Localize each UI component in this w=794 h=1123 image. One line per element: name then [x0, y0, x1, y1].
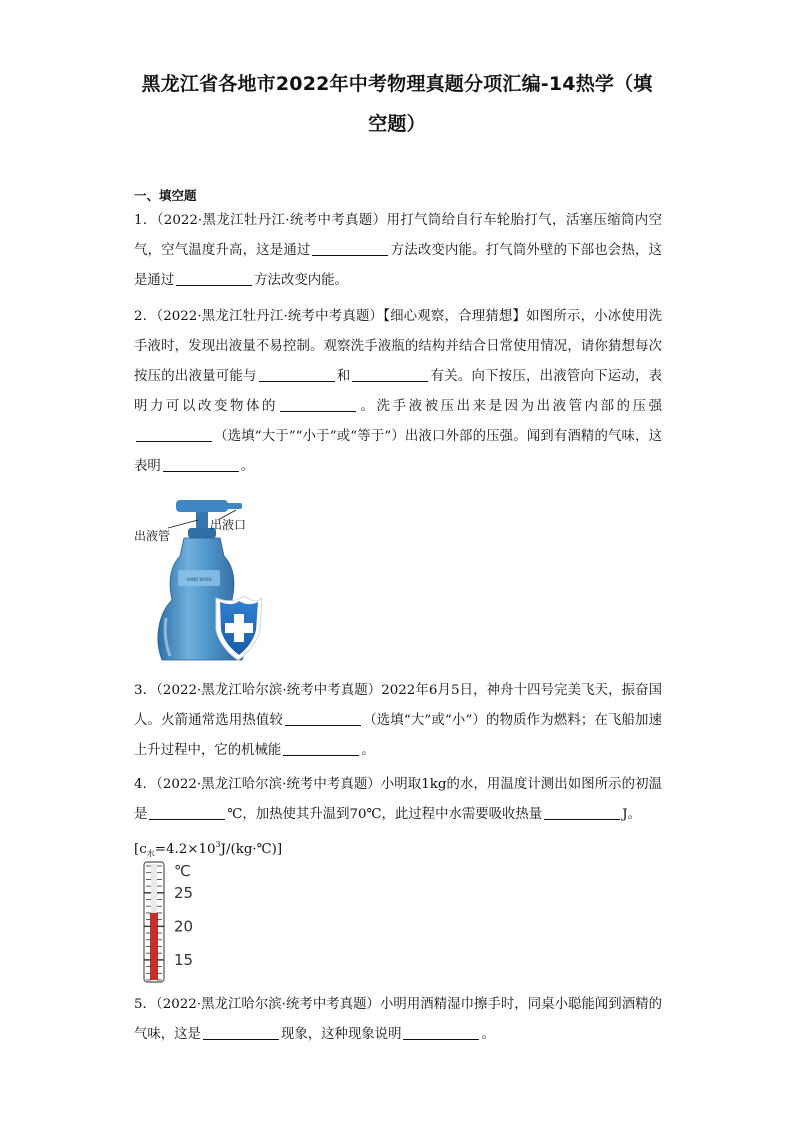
answer-blank[interactable] [283, 741, 359, 756]
question-3 [134, 676, 662, 766]
q2-text-5: （选填“大于”“小于”或“等于”）出液口外部的压强。闻到有酒精的气味，这表明 [134, 429, 662, 474]
title-line-2: 空题） [368, 113, 426, 135]
answer-blank[interactable] [136, 427, 212, 442]
question-5 [134, 990, 662, 1050]
bottle-label-text: HAND WASH [186, 577, 212, 582]
q1-text-2: 方法改变内能。打气筒外壁的下部也会热，这是通过 [134, 243, 662, 288]
q5-text-3: 。 [481, 1027, 495, 1042]
q5-text-2: 现象，这种现象说明 [280, 1027, 402, 1042]
label-tube: 出液管 [134, 529, 171, 543]
q3-text-2: （选填“大”或“小”）的物质作为燃料；在飞船加速上升过程中，它的机械能 [134, 713, 662, 758]
answer-blank[interactable] [259, 367, 335, 382]
section-heading: 一、填空题 [134, 188, 197, 203]
answer-blank[interactable] [280, 397, 356, 412]
tick-label-20: 20 [174, 917, 194, 936]
q2-text-2: 和 [336, 369, 351, 384]
q2-text-6: 。 [240, 459, 255, 474]
hand-wash-bottle-figure [132, 490, 262, 666]
thermometer-liquid [150, 913, 158, 980]
q2-text-1: 2．（2022·黑龙江牡丹江·统考中考真题）【细心观察，合理猜想】如图所示，小冰使用洗手液时，发现出液量不易控制。观察洗手液瓶的结构并结合日常使用情况，请你猜想每次按压的出液量可能与 [134, 309, 662, 384]
q4-text-3: J。 [622, 807, 641, 822]
specific-heat-formula: $[c_水=4.2\times 10^3J/(kg\cdot℃)]$ [134, 840, 283, 858]
unit-label: ℃ [174, 862, 191, 880]
q3-text-1: 3．（2022·黑龙江哈尔滨·统考中考真题）2022年6月5日，神舟十四号完美飞天，振奋国人。火箭通常选用热值较 [134, 683, 662, 728]
question-1 [134, 206, 662, 296]
question-4 [134, 770, 662, 869]
answer-blank[interactable] [285, 711, 361, 726]
thermometer-figure [134, 860, 224, 984]
tick-label-15: 15 [174, 950, 194, 969]
answer-blank[interactable] [176, 271, 252, 286]
q1-text-1: 1．（2022·黑龙江牡丹江·统考中考真题）用打气筒给自行车轮胎打气，活塞压缩筒内空气，空气温度升高，这是通过 [134, 213, 662, 258]
q4-text-2: ℃，加热使其升温到70℃，此过程中水需要吸收热量 [227, 807, 543, 822]
answer-blank[interactable] [352, 367, 428, 382]
q2-text-4: 。洗手液被压出来是因为出液管内部的压强 [358, 399, 662, 414]
document-title [120, 64, 674, 144]
question-2 [134, 302, 662, 482]
answer-blank[interactable] [403, 1025, 479, 1040]
answer-blank[interactable] [203, 1025, 279, 1040]
q3-text-3: 。 [361, 743, 375, 758]
answer-blank[interactable] [149, 805, 225, 820]
answer-blank[interactable] [544, 805, 620, 820]
tick-label-25: 25 [174, 883, 194, 902]
label-outlet: 出液口 [210, 518, 247, 532]
answer-blank[interactable] [163, 457, 239, 472]
q2-text-3: 有关。向下按压，出液管向下运动，表明力可以改变物体的 [134, 369, 663, 414]
title-line-1: 黑龙江省各地市2022年中考物理真题分项汇编-14热学（填 [141, 73, 653, 95]
q5-text-1: 5．（2022·黑龙江哈尔滨·统考中考真题）小明用酒精湿巾擦手时，同桌小聪能闻到酒精的气味，这是 [134, 997, 662, 1042]
answer-blank[interactable] [312, 241, 388, 256]
q4-text-1: 4．（2022·黑龙江哈尔滨·统考中考真题）小明取1kg的水，用温度计测出如图所示的初温是 [134, 777, 662, 822]
q1-text-3: 方法改变内能。 [254, 273, 348, 288]
